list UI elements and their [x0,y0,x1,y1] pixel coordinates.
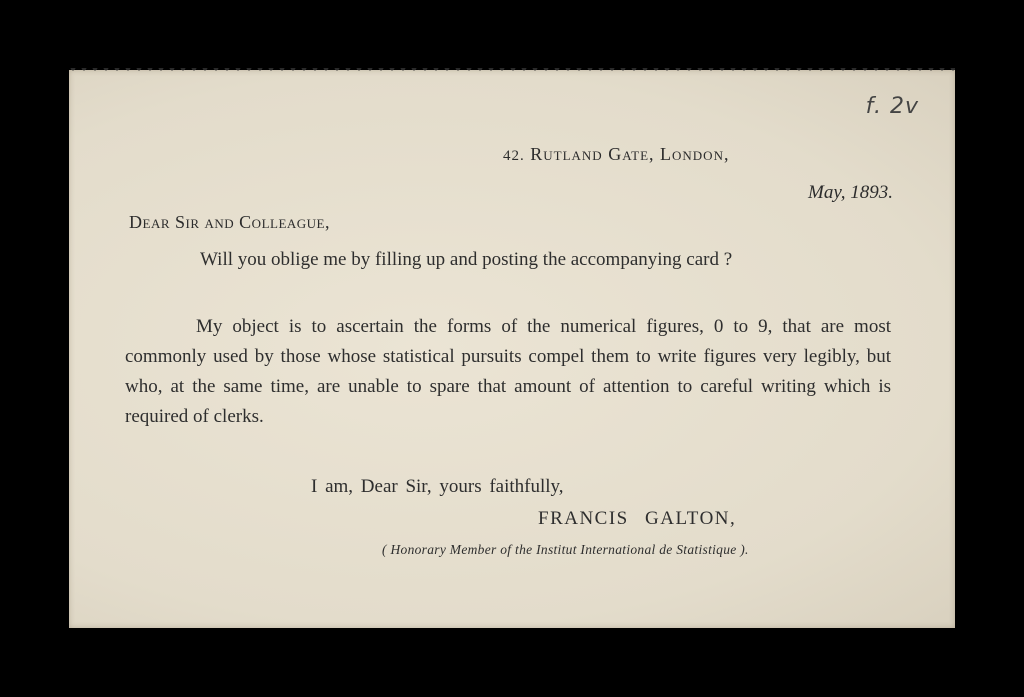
salutation: Dear Sir and Colleague, [129,212,330,232]
paragraph-request: Will you oblige me by filling up and posting the accompanying card ? [200,249,733,270]
perforated-edge [69,68,955,74]
sender-address [503,144,729,165]
signer-title: ( Honorary Member of the Institut International de Statistique ). [382,542,749,557]
letter-date: May, 1893. [808,182,893,203]
folio-number: f. 2v [865,94,919,119]
paragraph-object: My object is to ascertain the forms of the numerical figures, 0 to 9, that are most commonly used by those whose statistical pursuits compel them to write figures very legibly, but who, at the same time, are unable to spare that amount of attention to careful writing which is required of clerks. [125,316,891,427]
closing-line: I am, Dear Sir, yours faithfully, [311,476,564,497]
address-street: Rutland Gate, London, [530,144,730,164]
address-number: 42. [503,148,525,164]
signer-name: FRANCIS GALTON, [538,508,737,529]
postcard [69,70,955,628]
